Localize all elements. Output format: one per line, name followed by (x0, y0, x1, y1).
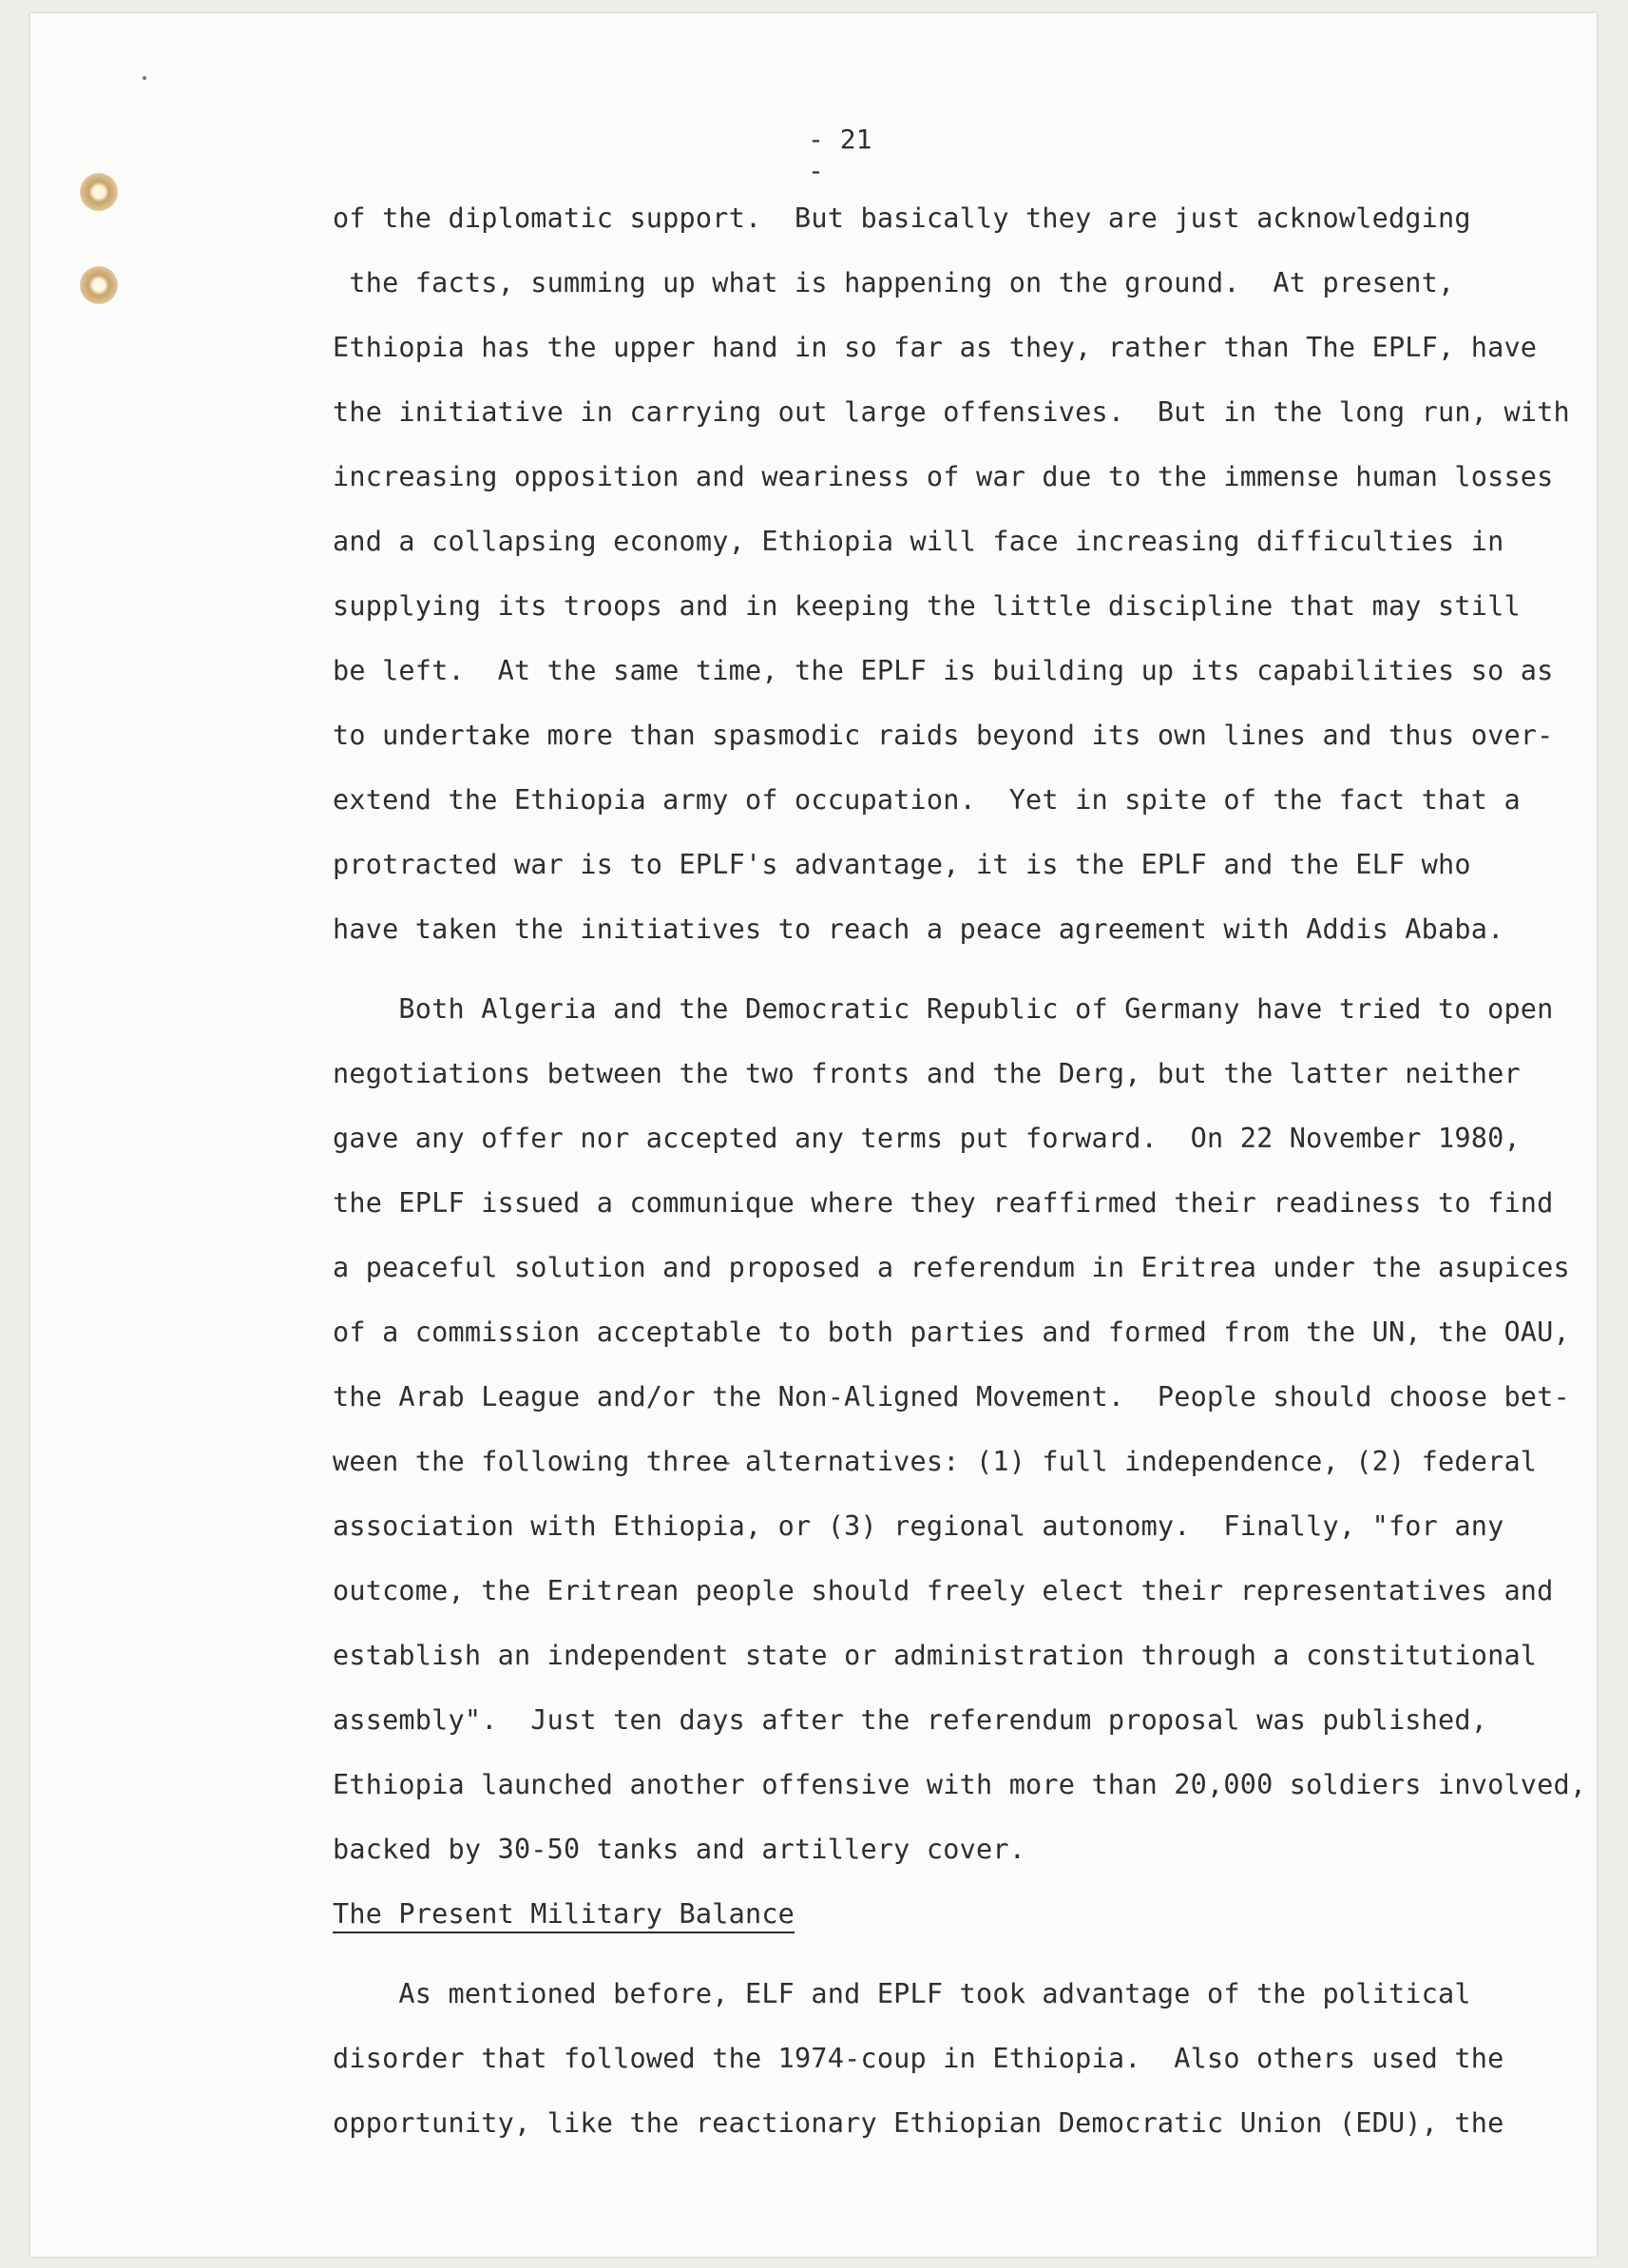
text-line: assembly". Just ten days after the referendum proposal was published, (333, 1704, 1488, 1736)
text-line: to undertake more than spasmodic raids beyond its own lines and thus over- (333, 720, 1554, 751)
text-line: the initiative in carrying out large offensives. But in the long run, with (333, 396, 1570, 428)
text-line: association with Ethiopia, or (3) regional autonomy. Finally, "for any (333, 1510, 1504, 1542)
text-line: establish an independent state or administration through a constitutional (333, 1640, 1538, 1671)
text-line: of a commission acceptable to both parties and formed from the UN, the OAU, (333, 1317, 1570, 1348)
text-line: negotiations between the two fronts and the Derg, but the latter neither (333, 1058, 1521, 1089)
text-line: disorder that followed the 1974-coup in Ethiopia. Also others used the (333, 2043, 1504, 2074)
text-line: opportunity, like the reactionary Ethiopian Democratic Union (EDU), the (333, 2107, 1504, 2139)
text-line: a peaceful solution and proposed a referendum in Eritrea under the asupices (333, 1252, 1570, 1283)
text-line: Both Algeria and the Democratic Republic of Germany have tried to open (333, 993, 1554, 1025)
text-line: extend the Ethiopia army of occupation. Yet in spite of the fact that a (333, 784, 1521, 816)
binder-hole-top (80, 173, 118, 211)
paragraph (333, 186, 1570, 962)
text-line: protracted war is to EPLF's advantage, it is the EPLF and the ELF who (333, 849, 1471, 880)
text-line: outcome, the Eritrean people should freely elect their representatives and (333, 1575, 1554, 1606)
text-line: of the diplomatic support. But basically they are just acknowledging (333, 202, 1471, 234)
text-line: gave any offer nor accepted any terms put forward. On 22 November 1980, (333, 1123, 1521, 1154)
text-line: the Arab League and/or the Non-Aligned Movement. People should choose bet- (333, 1381, 1570, 1413)
paragraph-gap (333, 1947, 1559, 1962)
text-line: As mentioned before, ELF and EPLF took advantage of the political (333, 1978, 1471, 2009)
text-line: and a collapsing economy, Ethiopia will face increasing difficulties in (333, 526, 1504, 557)
page-number: - 21 - (808, 124, 872, 186)
scan-speck (143, 76, 146, 80)
paragraph (333, 977, 1587, 1882)
text-line: have taken the initiatives to reach a peace agreement with Addis Ababa. (333, 913, 1504, 945)
text-line: the EPLF issued a communique where they reaffirmed their readiness to find (333, 1187, 1554, 1219)
section-heading-line (333, 1882, 1559, 1947)
text-line: ween the following three alternatives: (1) full independence, (2) federal (333, 1446, 1538, 1477)
text-line: the facts, summing up what is happening on the ground. At present, (333, 267, 1455, 298)
binder-hole-bottom (80, 266, 118, 304)
text-line: be left. At the same time, the EPLF is building up its capabilities so as (333, 655, 1554, 686)
body-text (333, 186, 1587, 2156)
text-line: Ethiopia launched another offensive with more than 20,000 soldiers involved, (333, 1769, 1587, 1800)
section-heading: The Present Military Balance (333, 1898, 795, 1930)
text-line: increasing opposition and weariness of war due to the immense human losses (333, 461, 1554, 492)
text-line: supplying its troops and in keeping the little discipline that may still (333, 590, 1521, 622)
text-line: backed by 30-50 tanks and artillery cover. (333, 1834, 1026, 1865)
paragraph-gap (333, 962, 1559, 977)
section (333, 1882, 1559, 2156)
text-line: Ethiopia has the upper hand in so far as they, rather than The EPLF, have (333, 332, 1538, 363)
